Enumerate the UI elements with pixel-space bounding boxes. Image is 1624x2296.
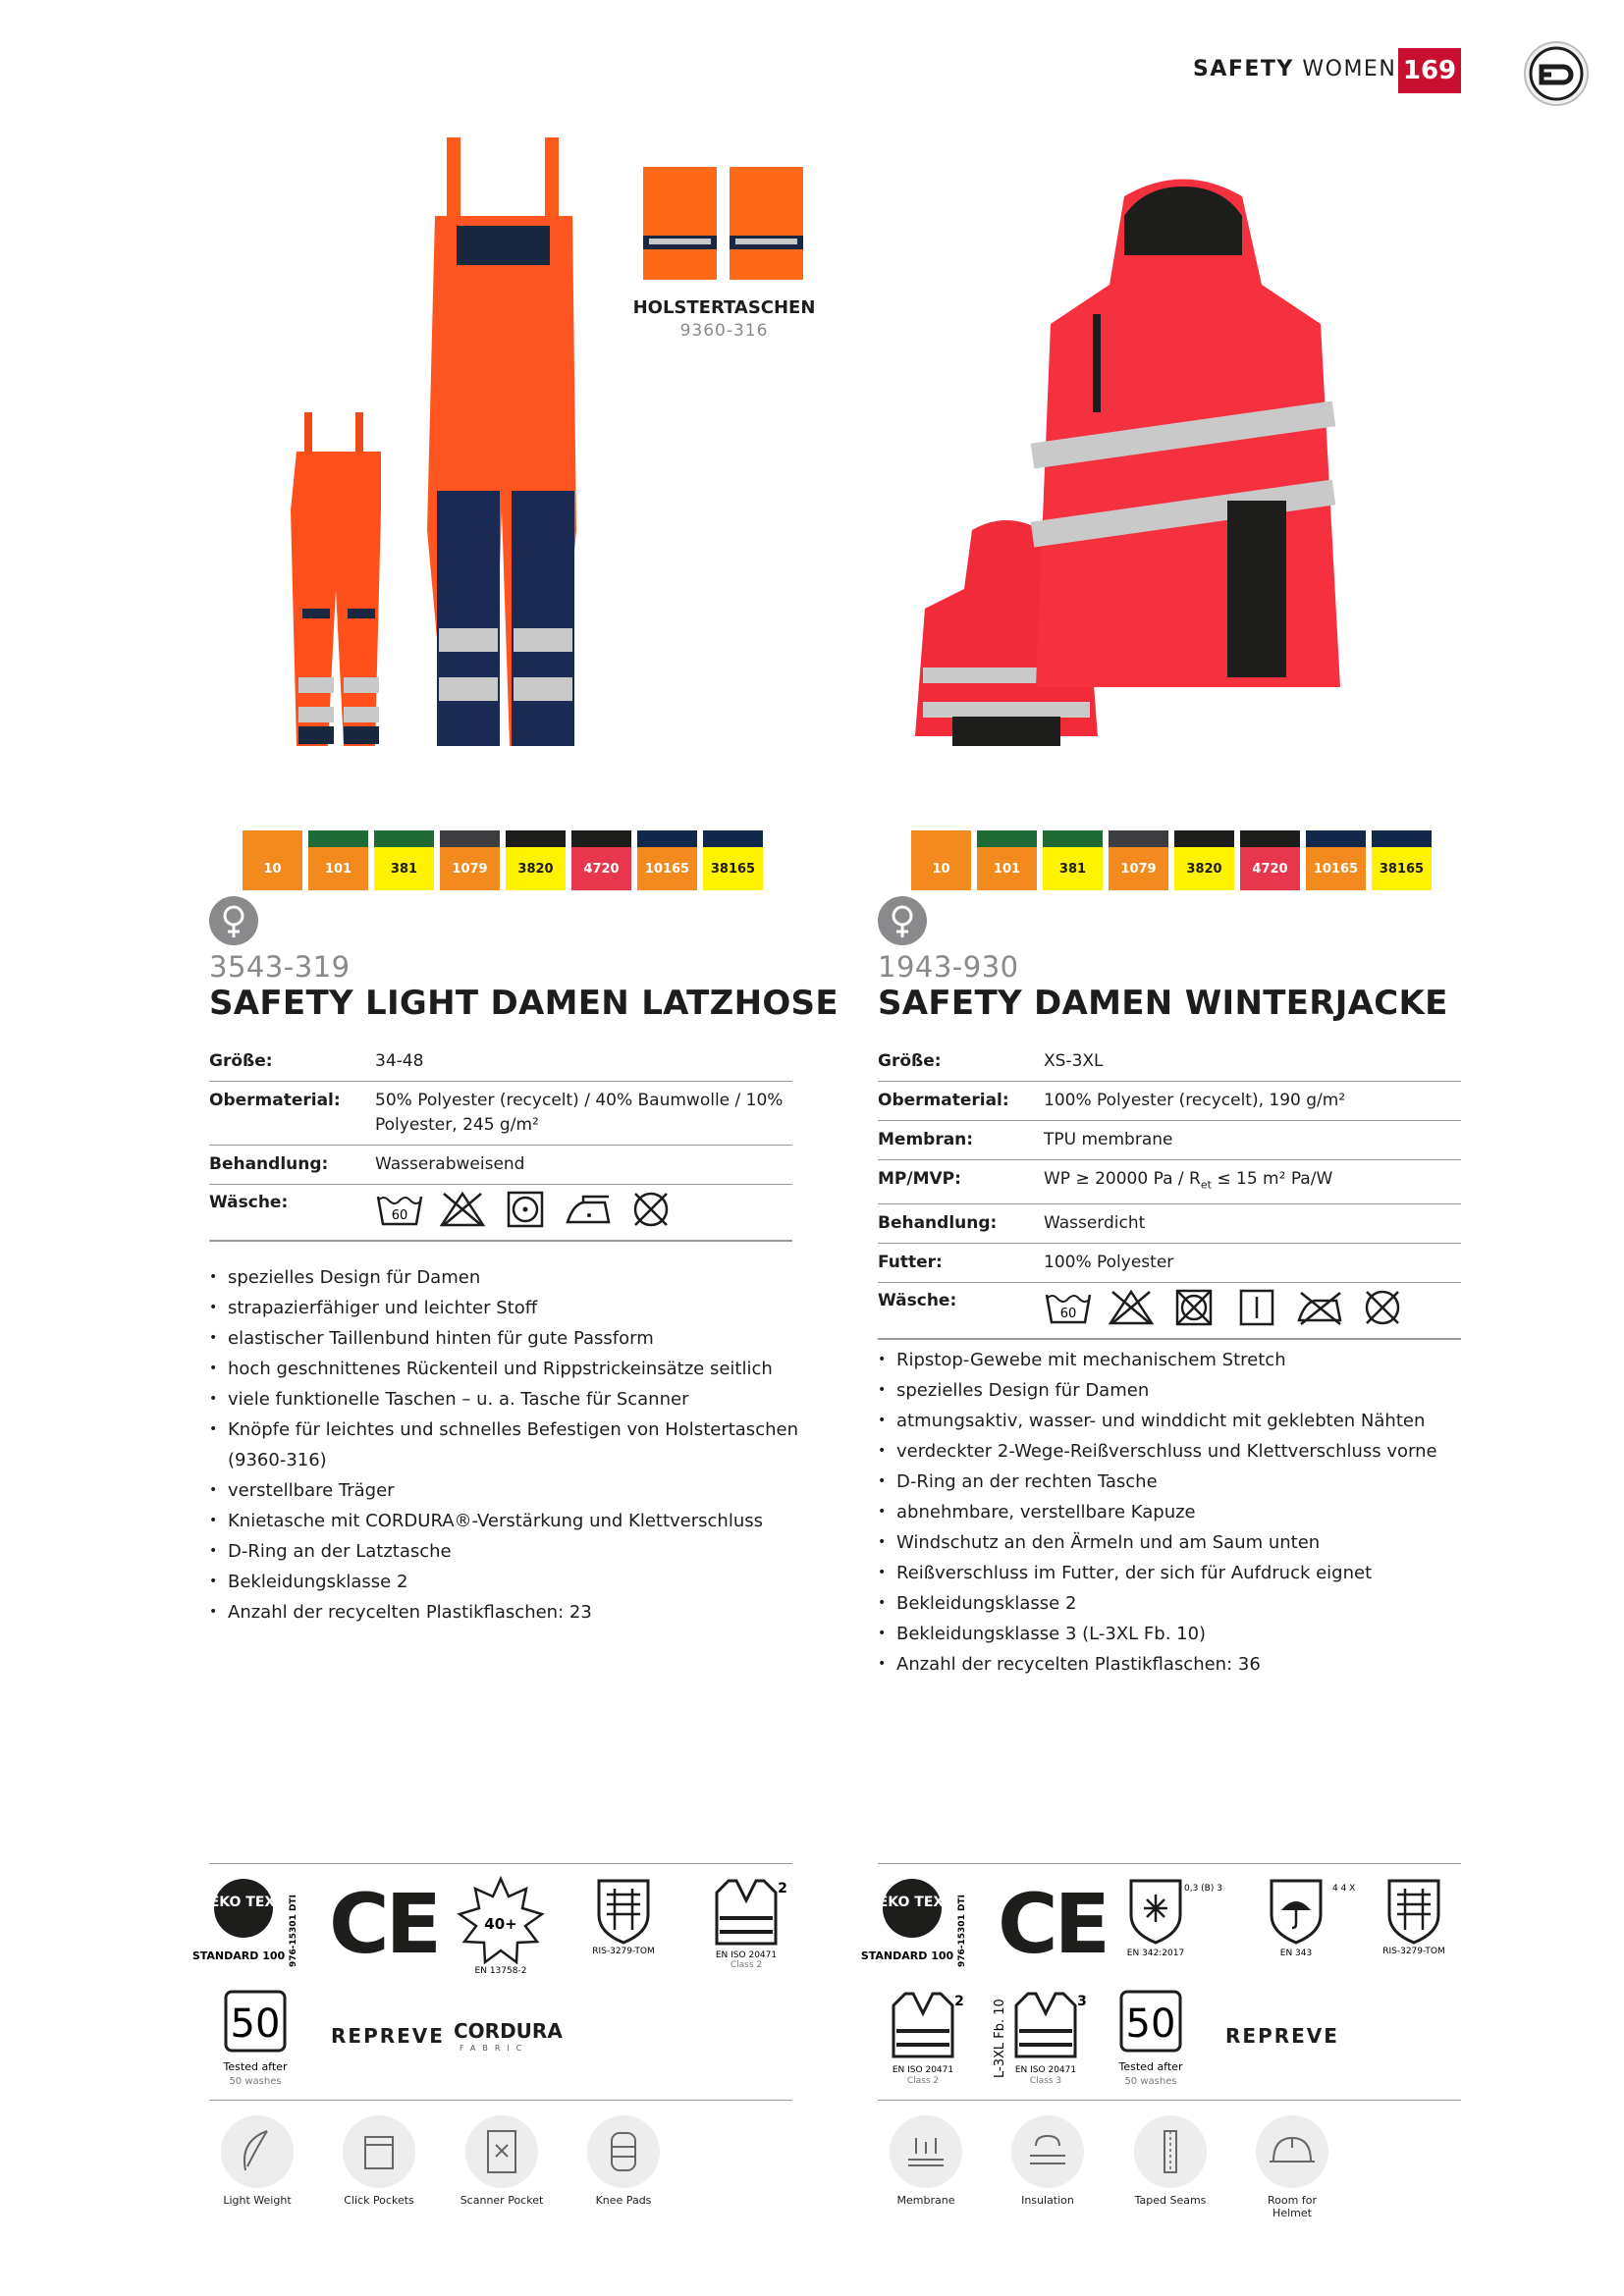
page-number: 169 (1398, 48, 1461, 93)
color-swatches (243, 830, 763, 890)
spec-value: Wasserabweisend (375, 1146, 792, 1185)
color-swatches (911, 830, 1432, 890)
list-item: • viele funktionelle Taschen – u. a. Tasche für Scanner (209, 1384, 818, 1415)
no-dry-clean-icon (1358, 1289, 1407, 1326)
spec-key: MP/MVP: (878, 1160, 1044, 1204)
brand-logo-icon (1522, 39, 1591, 108)
feature-list (878, 1345, 1487, 1680)
hi-vis-class-2-icon (879, 1988, 967, 2091)
feature-insulation: Insulation (994, 2115, 1102, 2207)
svg-text:EN ISO 20471: EN ISO 20471 (1014, 2065, 1077, 2075)
cordura-logo: CORDURA (454, 2019, 563, 2043)
spec-key: Obermaterial: (209, 1082, 375, 1146)
svg-text:STANDARD 100: STANDARD 100 (191, 1949, 286, 1962)
article-number: 3543-319 (209, 950, 351, 984)
rail-ris-icon (1370, 1877, 1458, 1955)
swatch-10165[interactable]: 10165 (1306, 830, 1366, 890)
swatch-1079[interactable]: 1079 (440, 830, 500, 890)
svg-text:Class 2: Class 2 (906, 2076, 940, 2086)
swatch-10165[interactable]: 10165 (637, 830, 697, 890)
female-icon (878, 896, 927, 945)
oeko-tex-icon (191, 1877, 307, 1975)
spec-key: Größe: (878, 1042, 1044, 1082)
helmet-icon (1268, 2132, 1317, 2171)
swatch-4720[interactable]: 4720 (1240, 830, 1300, 890)
repreve-logo: REPREVE (331, 2024, 445, 2048)
care-symbols (1044, 1289, 1461, 1326)
list-item: • D-Ring an der rechten Tasche (878, 1467, 1487, 1497)
spec-value: 34-48 (375, 1042, 792, 1082)
spec-key: Behandlung: (209, 1146, 375, 1185)
no-bleach-icon (438, 1191, 487, 1228)
list-item: • verdeckter 2-Wege-Reißverschluss und Klettverschluss vorne (878, 1436, 1487, 1467)
wash-60-icon (375, 1191, 424, 1228)
feature-scanner-pocket: Scanner Pocket (448, 2115, 556, 2207)
spec-key: Futter: (878, 1244, 1044, 1283)
holster-pockets-image (643, 167, 805, 280)
svg-text:RIS-3279-TOM: RIS-3279-TOM (1382, 1947, 1445, 1956)
spec-value: XS-3XL (1044, 1042, 1461, 1082)
spec-table (209, 1042, 792, 1242)
swatch-1079[interactable]: 1079 (1109, 830, 1168, 890)
hi-vis-class-2-icon (702, 1875, 790, 1968)
swatch-3820[interactable]: 3820 (1174, 830, 1234, 890)
svg-text:0,3 (B) 3: 0,3 (B) 3 (1184, 1884, 1222, 1894)
spec-key: Membran: (878, 1121, 1044, 1160)
product-name: SAFETY DAMEN WINTERJACKE (878, 984, 1448, 1023)
svg-text:50: 50 (230, 2002, 281, 2047)
taped-seam-icon (1156, 2127, 1185, 2176)
overall-back-image (285, 412, 393, 756)
svg-text:EN 342:2017: EN 342:2017 (1126, 1949, 1185, 1958)
list-item: • spezielles Design für Damen (209, 1262, 818, 1293)
knee-pad-icon (604, 2127, 643, 2176)
no-bleach-icon (1107, 1289, 1156, 1326)
svg-text:STANDARD 100: STANDARD 100 (860, 1949, 954, 1962)
ce-mark: CE (329, 1876, 439, 1972)
divider (209, 1863, 792, 1864)
holster-title: HOLSTERTASCHEN (632, 297, 816, 318)
product-name: SAFETY LIGHT DAMEN LATZHOSE (209, 984, 839, 1023)
svg-text:Class 2: Class 2 (730, 1960, 763, 1970)
cold-rating-icon (457, 1877, 545, 1975)
swatch-38165[interactable]: 38165 (703, 830, 763, 890)
swatch-381[interactable]: 381 (1043, 830, 1103, 890)
no-tumble-dry-icon (1169, 1289, 1218, 1326)
membrane-icon (904, 2132, 947, 2171)
svg-text:Class 3: Class 3 (1029, 2076, 1062, 2086)
spec-value: TPU membrane (1044, 1121, 1461, 1160)
list-item: • strapazierfähiger und leichter Stoff (209, 1293, 818, 1323)
overall-front-image (417, 137, 589, 756)
feather-icon (238, 2127, 277, 2176)
spec-key: Wäsche: (878, 1283, 1044, 1340)
svg-text:EN ISO 20471: EN ISO 20471 (715, 1950, 778, 1960)
list-item: • Knietasche mit CORDURA®-Verstärkung und Klettverschluss (209, 1506, 818, 1536)
no-iron-icon (1295, 1289, 1344, 1326)
spec-table (878, 1042, 1461, 1340)
spec-key: Behandlung: (878, 1204, 1044, 1244)
list-item: • Knöpfe für leichtes und schnelles Befestigen von Holstertaschen (9360-316) (209, 1415, 818, 1475)
list-item: • hoch geschnittenes Rückenteil und Rippstrickeinsätze seitlich (209, 1354, 818, 1384)
female-icon (209, 896, 258, 945)
swatch-10[interactable]: 10 (911, 830, 971, 890)
spec-value: 100% Polyester (recycelt), 190 g/m² (1044, 1082, 1461, 1121)
oeko-tex-icon (860, 1877, 976, 1975)
svg-text:50 washes: 50 washes (1124, 2076, 1177, 2087)
svg-text:4 4 X: 4 4 X (1332, 1884, 1356, 1894)
en343-rain-icon (1262, 1877, 1355, 1957)
tumble-dry-icon (501, 1191, 550, 1228)
svg-text:3: 3 (1077, 1994, 1087, 2009)
cordura-sub: FABRIC (460, 2044, 529, 2053)
feature-knee-pads: Knee Pads (569, 2115, 677, 2207)
spec-value: 50% Polyester (recycelt) / 40% Baumwolle / 10% Polyester, 245 g/m² (375, 1082, 792, 1146)
list-item: • spezielles Design für Damen (878, 1375, 1487, 1406)
pocket-icon (357, 2129, 401, 2174)
feature-click-pockets: Click Pockets (325, 2115, 433, 2207)
swatch-10[interactable]: 10 (243, 830, 302, 890)
list-item: • Bekleidungsklasse 2 (209, 1567, 818, 1597)
svg-text:OEKO TEX®: OEKO TEX® (197, 1895, 290, 1910)
feature-taped-seams: Taped Seams (1116, 2115, 1224, 2207)
svg-text:50: 50 (1125, 2002, 1176, 2047)
feature-light-weight: Light Weight (203, 2115, 311, 2207)
svg-text:50 washes: 50 washes (229, 2076, 282, 2087)
svg-text:2: 2 (778, 1881, 787, 1896)
spec-value: Wasserdicht (1044, 1204, 1461, 1244)
list-item: • D-Ring an der Latztasche (209, 1536, 818, 1567)
feature-membrane: Membrane (872, 2115, 980, 2207)
spec-key: Obermaterial: (878, 1082, 1044, 1121)
spec-key: Größe: (209, 1042, 375, 1082)
swatch-3820[interactable]: 3820 (506, 830, 566, 890)
ce-mark: CE (998, 1876, 1108, 1972)
svg-text:L-3XL Fb. 10: L-3XL Fb. 10 (993, 1999, 1007, 2078)
list-item: • Anzahl der recycelten Plastikflaschen: 36 (878, 1649, 1487, 1680)
swatch-101[interactable]: 101 (308, 830, 368, 890)
care-symbols (375, 1191, 792, 1228)
list-item: • verstellbare Träger (209, 1475, 818, 1506)
svg-text:Tested after: Tested after (1118, 2060, 1183, 2073)
swatch-38165[interactable]: 38165 (1372, 830, 1432, 890)
svg-text:RIS-3279-TOM: RIS-3279-TOM (592, 1947, 655, 1956)
holster-number: 9360-316 (679, 321, 769, 341)
divider (878, 2100, 1461, 2101)
feature-list (209, 1262, 818, 1628)
svg-text:976-15301 DTI: 976-15301 DTI (957, 1895, 967, 1967)
list-item: • elastischer Taillenbund hinten für gute Passform (209, 1323, 818, 1354)
list-item: • Anzahl der recycelten Plastikflaschen: 23 (209, 1597, 818, 1628)
divider (209, 2100, 792, 2101)
repreve-logo: REPREVE (1225, 2024, 1339, 2048)
spec-value: WP ≥ 20000 $Pa / R_{et} \le 15$ m² Pa/W (1044, 1160, 1461, 1204)
svg-text:976-15301 DTI: 976-15301 DTI (289, 1895, 298, 1967)
line-dry-icon (1232, 1289, 1281, 1326)
svg-text:60: 60 (391, 1208, 408, 1223)
article-number: 1943-930 (878, 950, 1019, 984)
svg-text:60: 60 (1059, 1307, 1077, 1322)
wash-50-icon (216, 1988, 295, 2091)
list-item: • Reißverschluss im Futter, der sich für Aufdruck eignet (878, 1558, 1487, 1588)
hi-vis-class-3-icon (1001, 1988, 1090, 2091)
svg-text:2: 2 (954, 1994, 964, 2009)
list-item: • Ripstop-Gewebe mit mechanischem Stretch (878, 1345, 1487, 1375)
swatch-381[interactable]: 381 (374, 830, 434, 890)
insulation-icon (1026, 2130, 1069, 2173)
svg-text:Tested after: Tested after (223, 2060, 288, 2073)
rail-ris-icon (579, 1877, 668, 1955)
en342-cold-icon (1119, 1877, 1222, 1958)
list-item: • atmungsaktiv, wasser- und winddicht mit geklebten Nähten (878, 1406, 1487, 1436)
svg-text:EN 13758-2: EN 13758-2 (474, 1966, 527, 1976)
section-title: SAFETY WOMEN (1193, 57, 1397, 81)
scanner-icon (482, 2127, 521, 2176)
wash-60-icon (1044, 1289, 1093, 1326)
jacket-front-image (1016, 177, 1340, 707)
divider (878, 1863, 1461, 1864)
no-dry-clean-icon (626, 1191, 676, 1228)
spec-value: 100% Polyester (1044, 1244, 1461, 1283)
iron-icon (564, 1191, 613, 1228)
list-item: • Windschutz an den Ärmeln und am Saum unten (878, 1527, 1487, 1558)
svg-text:OEKO TEX®: OEKO TEX® (866, 1895, 958, 1910)
svg-text:EN ISO 20471: EN ISO 20471 (892, 2065, 954, 2075)
swatch-101[interactable]: 101 (977, 830, 1037, 890)
wash-50-icon (1111, 1988, 1190, 2091)
list-item: • abnehmbare, verstellbare Kapuze (878, 1497, 1487, 1527)
feature-room-for-helmet: Room for Helmet (1238, 2115, 1346, 2219)
list-item: • Bekleidungsklasse 2 (878, 1588, 1487, 1619)
swatch-4720[interactable]: 4720 (571, 830, 631, 890)
spec-key: Wäsche: (209, 1185, 375, 1242)
list-item: • Bekleidungsklasse 3 (L-3XL Fb. 10) (878, 1619, 1487, 1649)
svg-text:40+: 40+ (484, 1915, 517, 1933)
svg-text:EN 343: EN 343 (1279, 1949, 1313, 1958)
